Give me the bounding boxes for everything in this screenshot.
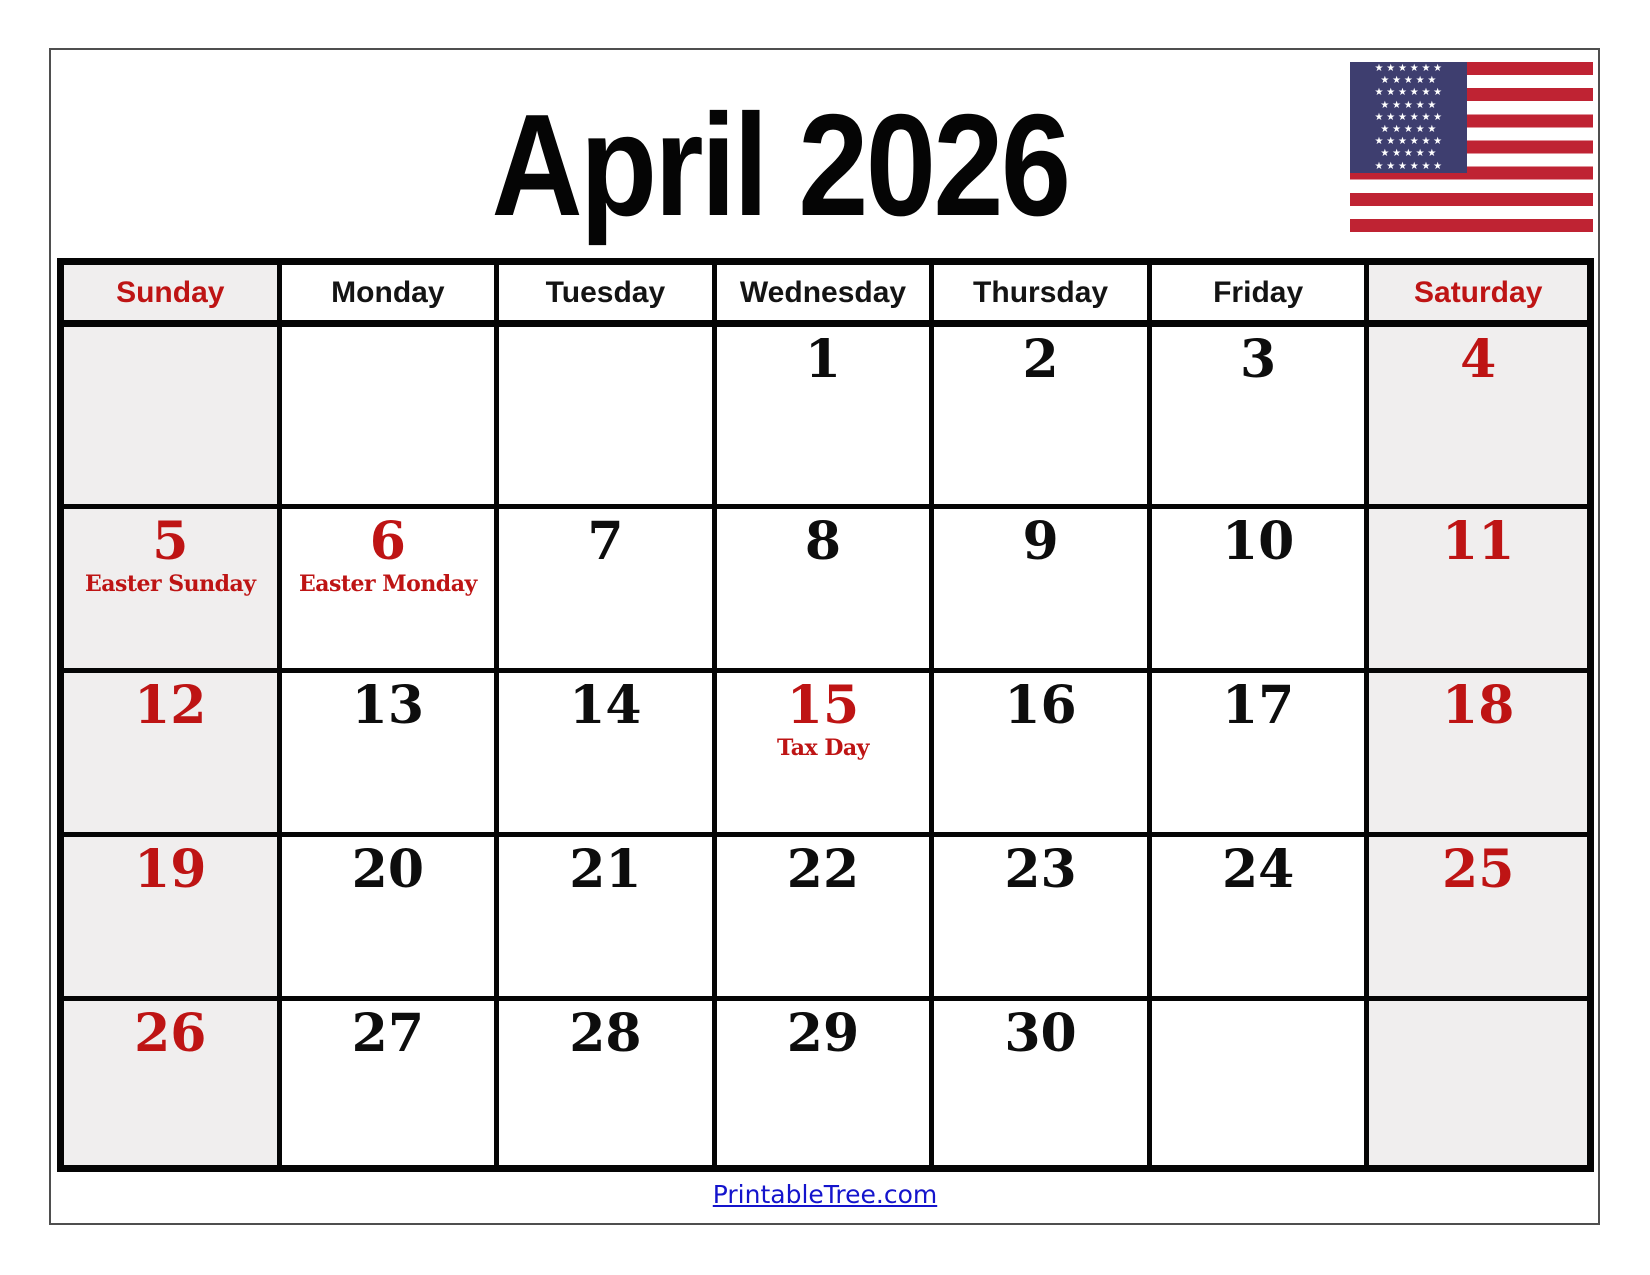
calendar-cell — [1369, 327, 1587, 509]
calendar-cell — [1369, 673, 1587, 837]
date-number: 17 — [1221, 675, 1295, 736]
date-number: 24 — [1221, 839, 1295, 900]
date-number: 22 — [786, 839, 860, 900]
calendar-cell — [934, 509, 1152, 673]
calendar-cell — [717, 673, 935, 837]
calendar-cell — [934, 327, 1152, 509]
calendar-cell — [282, 673, 500, 837]
us-flag-icon — [1350, 62, 1593, 232]
calendar-cell — [1152, 673, 1370, 837]
date-number: 30 — [1004, 1003, 1077, 1064]
printabletree-link[interactable]: PrintableTree.com — [712, 1180, 938, 1209]
calendar-cell — [499, 837, 717, 1001]
day-header-tuesday: Tuesday — [499, 265, 717, 327]
date-number: 1 — [804, 329, 842, 390]
flag-canton: ★ ★ ★ ★ ★ ★ ★ ★ ★ ★ ★ ★ ★ ★ ★ ★ ★ ★ ★ ★ ★ ★ ★ ★ ★ ★ ★ ★ ★ ★ ★ ★ ★ ★ ★ ★ ★ ★ ★ ★ ★ ★ ★ ★ ★ ★ ★ ★ ★ ★ — [1350, 62, 1467, 173]
date-number: 23 — [1004, 839, 1077, 900]
calendar-cell — [1152, 509, 1370, 673]
date-number: 4 — [1460, 329, 1497, 390]
calendar-cell — [499, 673, 717, 837]
calendar-grid — [57, 258, 1594, 1172]
date-number: 29 — [786, 1003, 860, 1064]
date-number: 7 — [587, 511, 624, 572]
calendar-cell — [64, 327, 282, 509]
calendar-cell — [64, 509, 282, 673]
calendar-cell — [1152, 1001, 1370, 1165]
day-header-thursday: Thursday — [934, 265, 1152, 327]
date-number: 28 — [569, 1003, 642, 1064]
date-number: 20 — [351, 839, 425, 900]
day-header-wednesday: Wednesday — [717, 265, 935, 327]
calendar-cell — [64, 837, 282, 1001]
date-number: 11 — [1442, 511, 1515, 572]
calendar-cell — [934, 673, 1152, 837]
day-header-friday: Friday — [1152, 265, 1370, 327]
calendar-cell — [717, 1001, 935, 1165]
holiday-label: Tax Day — [777, 735, 869, 761]
calendar-cell — [1369, 1001, 1587, 1165]
calendar-cell — [282, 837, 500, 1001]
date-number: 3 — [1240, 329, 1277, 390]
date-number: 27 — [351, 1003, 425, 1064]
date-number: 18 — [1442, 675, 1515, 736]
date-number: 26 — [134, 1003, 207, 1064]
calendar-cell — [64, 1001, 282, 1165]
date-number: 13 — [351, 675, 425, 736]
calendar-cell — [717, 327, 935, 509]
date-number: 15 — [786, 675, 860, 736]
calendar-cell — [282, 1001, 500, 1165]
page-title: April 2026 — [491, 84, 1069, 246]
calendar-cell — [717, 509, 935, 673]
calendar-cell — [934, 1001, 1152, 1165]
date-number: 9 — [1022, 511, 1059, 572]
holiday-label: Easter Sunday — [84, 571, 256, 597]
date-number: 8 — [804, 511, 842, 572]
calendar-cell — [499, 509, 717, 673]
calendar-cell — [1369, 837, 1587, 1001]
date-number: 25 — [1442, 839, 1515, 900]
date-number: 6 — [369, 511, 406, 572]
calendar-cell — [1369, 509, 1587, 673]
date-number: 14 — [569, 675, 642, 736]
date-number: 5 — [152, 511, 189, 572]
date-number: 10 — [1221, 511, 1295, 572]
date-number: 12 — [134, 675, 207, 736]
calendar-cell — [499, 327, 717, 509]
calendar-cell — [717, 837, 935, 1001]
calendar-cell — [282, 327, 500, 509]
date-number: 2 — [1022, 329, 1059, 390]
holiday-label: Easter Monday — [298, 571, 477, 597]
date-number: 19 — [134, 839, 207, 900]
date-number: 21 — [569, 839, 642, 900]
calendar-cell — [1152, 837, 1370, 1001]
day-header-saturday: Saturday — [1369, 265, 1587, 327]
calendar-cell — [934, 837, 1152, 1001]
calendar-cell — [499, 1001, 717, 1165]
calendar-cell — [282, 509, 500, 673]
calendar-cell — [64, 673, 282, 837]
date-number: 16 — [1004, 675, 1077, 736]
day-header-monday: Monday — [282, 265, 500, 327]
footer — [0, 1180, 1650, 1209]
day-header-sunday: Sunday — [64, 265, 282, 327]
calendar-cell — [1152, 327, 1370, 509]
